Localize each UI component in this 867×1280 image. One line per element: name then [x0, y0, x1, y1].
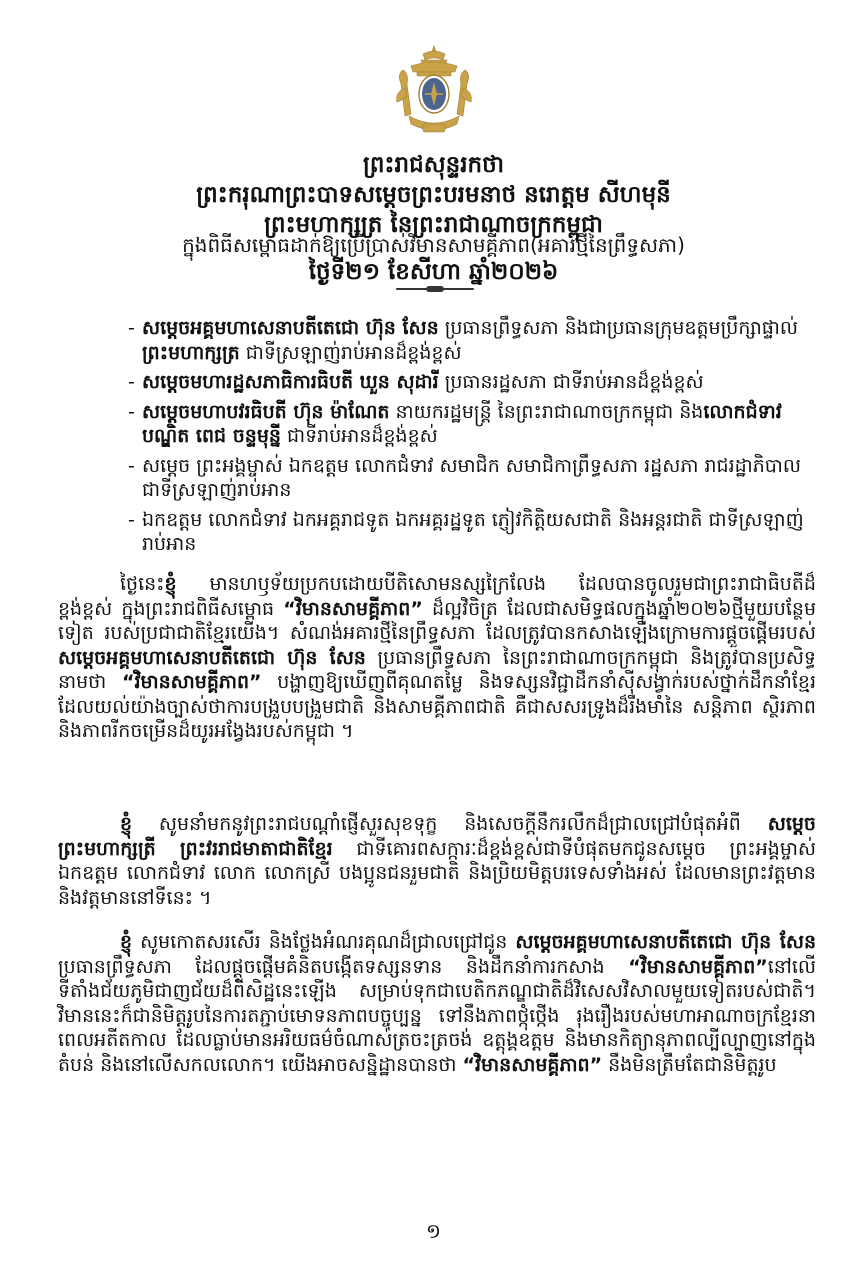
- body-text: ប្រធានព្រឹទ្ធសភា និងជាប្រធានក្រុមឧត្ដមប្រឹក្សាផ្ទាល់: [438, 317, 798, 339]
- page-number: ១: [425, 1219, 442, 1243]
- emphasis-text: “វិមានសាមគ្គីភាព”: [462, 1053, 603, 1076]
- emphasis-text: សម្ដេចព្រះមហាក្សត្រី ព្រះវររាជមាតាជាតិខ្មែរ: [58, 813, 816, 860]
- emphasis-text: ខ្ញុំ: [164, 573, 177, 595]
- body-paragraph-1: [58, 572, 816, 744]
- salutation-item: [128, 508, 818, 557]
- body-text: ប្រធានរដ្ឋសភា ជាទីរាប់អានដ៏ខ្ពង់ខ្ពស់: [438, 371, 704, 393]
- body-text: នាយករដ្ឋមន្ត្រី នៃព្រះរាជាណាចក្រកម្ពុជា និង: [389, 400, 704, 423]
- body-text: សូមនាំមកនូវព្រះរាជបណ្ដាំផ្ញើសួរសុខទុក្ខ និងសេចក្ដីនឹករលឹកដ៏ជ្រាលជ្រៅបំផុតអំពី: [132, 813, 768, 835]
- emphasis-text: សម្ដេចមហាបវរធិបតី ហ៊ុន ម៉ាណែត: [142, 400, 390, 423]
- emphasis-text: សម្ដេចអគ្គមហាសេនាបតីតេជោ ហ៊ុន សែន: [515, 931, 817, 953]
- emphasis-text: សម្ដេចមហារដ្ឋសភាធិការធិបតី ឃួន សុដារី: [142, 371, 439, 393]
- event-date: ថ្ងៃទី២១ ខែសីហា ឆ្នាំ២០២៦: [308, 259, 559, 285]
- body-text: ឯកឧត្ដម លោកជំទាវ ឯកអគ្គរាជទូត ឯកអគ្គរដ្ឋទូត ភ្ញៀវកិត្តិយសជាតិ និងអន្តរជាតិ ជាទីស្រឡាញ់រាប់អាន: [142, 508, 804, 555]
- body-text: ប្រធានព្រឹទ្ធសភា ដែលផ្ដួចផ្ដើមគំនិតបង្កើតទស្សនទាន និងដឹកនាំការកសាង: [58, 955, 629, 978]
- body-text: ប្រធានព្រឹទ្ធសភា នៃព្រះរាជាណាចក្រកម្ពុជា និងត្រូវបានប្រសិទ្ធនាមថា: [58, 646, 816, 693]
- body-text: មានហឫទ័យប្រកបដោយបីតិសោមនស្សក្រៃលែង ដែលបានចូលរួមជាព្រះរាជាធិបតីដ៏ខ្ពង់ខ្ពស់ ក្នុងព្រះរាជពិធីសម្ពោធ: [58, 573, 816, 620]
- emphasis-text: សម្ដេចអគ្គមហាសេនាបតីតេជោ ហ៊ុន សែន: [142, 317, 439, 339]
- event-description: ក្នុងពិធីសម្ពោធដាក់ឱ្យប្រើប្រាស់វិមានសាមគ្គីភាព(អគារថ្មីនៃព្រឹទ្ធសភា): [182, 233, 685, 257]
- body-paragraph-3: [58, 930, 816, 1077]
- body-text: បង្ហាញឱ្យឃើញពីគុណតម្លៃ និងទស្សនវិជ្ជាដឹកនាំស៊ីសង្វាក់របស់ថ្នាក់ដឹកនាំខ្មែរ ដែលយល់យ៉ាងច្បាស់ថាការបង្រួបបង្រួមជាតិ និងសាមគ្គីភាពជាតិ គឺជាសសរទ្រូងដ៏រឹងមាំនៃ សន្តិភាព ស្ថិរភាព និងភាពរីកចម្រើនដ៏យូរអង្វែងរបស់កម្ពុជា ។: [58, 671, 816, 742]
- body-text: ជាទីគោរពសក្ការៈដ៏ខ្ពង់ខ្ពស់ជាទីបំផុតមកជូនសម្ដេច ព្រះអង្គម្ចាស់ ឯកឧត្ដម លោកជំទាវ លោក លោកស្រី បងប្អូនជនរួមជាតិ និងប្រិយមិត្តបរទេសទាំងអស់ ដែលមានព្រះវត្តមាន និងវត្តមាននៅទីនេះ ។: [58, 837, 816, 909]
- body-text: សម្ដេច ព្រះអង្គម្ចាស់ ឯកឧត្ដម លោកជំទាវ សមាជិក សមាជិកាព្រឹទ្ធសភា រដ្ឋសភា រាជរដ្ឋាភិបាល ជាទីស្រឡាញ់រាប់អាន: [142, 454, 801, 501]
- emphasis-text: “វិមានសាមគ្គីភាព”: [283, 597, 423, 620]
- speaker-title: ព្រះមហាក្សត្រ នៃព្រះរាជាណាចក្រកម្ពុជា: [264, 212, 603, 238]
- header-divider: [396, 288, 474, 290]
- salutation-item: [128, 370, 818, 395]
- body-text: ជាទីរាប់អានដ៏ខ្ពង់ខ្ពស់: [280, 425, 438, 447]
- body-text: នឹងមិនត្រឹមតែជានិមិត្តរូប: [602, 1053, 777, 1076]
- salutation-list: [128, 316, 818, 562]
- emphasis-text: លោកជំទាវបណ្ឌិត ពេជ ចន្ទមុន្នី: [142, 400, 782, 447]
- body-text: ដ៏ល្អវិចិត្រ ដែលជាសមិទ្ធផលក្នុងឆ្នាំ២០២៦ថ្មីមួយបន្ថែមទៀត របស់ប្រជាជាតិខ្មែរយើង។ សំណង់អគារថ្មីនៃព្រឹទ្ធសភា ដែលត្រូវបានកសាងឡើងក្រោមការផ្ដួចផ្ដើមរបស់: [58, 597, 816, 644]
- emphasis-text: ខ្ញុំ: [120, 813, 133, 835]
- emphasis-text: សម្ដេចអគ្គមហាសេនាបតីតេជោ ហ៊ុន សែន: [58, 646, 366, 669]
- body-text: ជាទីស្រឡាញ់រាប់អានដ៏ខ្ពង់ខ្ពស់: [239, 341, 462, 364]
- salutation-item: [128, 400, 818, 449]
- salutation-item: [128, 316, 818, 365]
- body-text: ថ្ងៃនេះ: [120, 573, 165, 595]
- body-text: សូមកោតសរសើរ និងថ្លែងអំណរគុណដ៏ជ្រាលជ្រៅជូន: [132, 931, 516, 953]
- emphasis-text: “វិមានសាមគ្គីភាព”: [121, 671, 262, 693]
- body-text: នៅលើទីតាំងជ័យភូមិជាញជ័យដ៏ពិសិដ្ឋនេះឡើង សម្រាប់ទុកជាបេតិកភណ្ឌជាតិដ៏វិសេសវិសាលមួយទៀតរបស់ជាតិ។ វិមាននេះក៏ជានិមិត្តរូបនៃការតភ្ជាប់មោទនភាពបច្ចុប្បន្ន ទៅនឹងភាពថ្កុំថ្កើង រុងរឿងរបស់មហាអាណាចក្រខ្មែរនាពេលអតីតកាល ដែលធ្លាប់មានអរិយធម៌ចំណាស់ត្រចះត្រចង់ ឧត្ដុង្គឧត្ដម និងមានកិត្យានុភាពល្បីល្បាញនៅក្នុងតំបន់ និងនៅលើសកលលោក។ យើងអាចសន្និដ្ឋានបានថា: [58, 955, 816, 1076]
- speaker-name: ព្រះករុណាព្រះបាទសម្ដេចព្រះបរមនាថ នរោត្តម សីហមុនី: [196, 182, 671, 208]
- salutation-item: [128, 454, 818, 503]
- royal-coat-of-arms-emblem: [393, 44, 475, 138]
- body-paragraph-2: [58, 812, 816, 910]
- emphasis-text: ខ្ញុំ: [120, 931, 133, 953]
- emphasis-text: ព្រះមហាក្សត្រ: [142, 341, 240, 364]
- emphasis-text: “វិមានសាមគ្គីភាព”: [628, 955, 768, 978]
- speech-title: ព្រះរាជសុន្ទរកថា: [362, 152, 505, 178]
